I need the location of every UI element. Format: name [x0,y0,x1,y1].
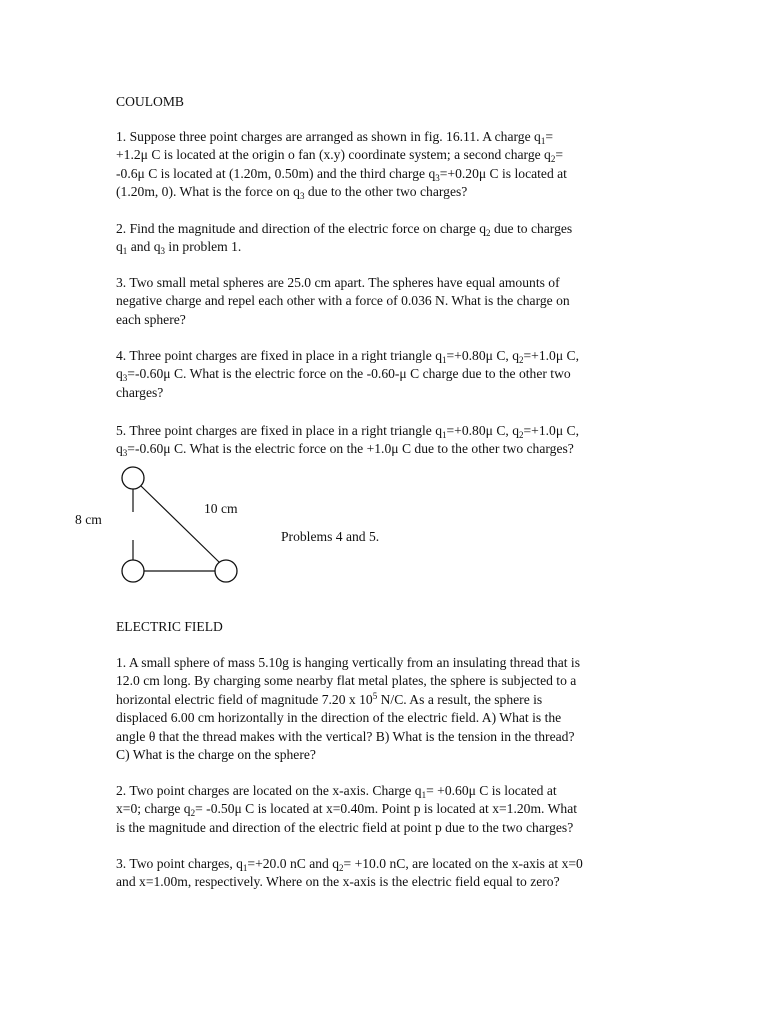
charge-q1-circle [122,467,144,489]
hypotenuse [141,486,219,562]
label-10cm: 10 cm [204,501,238,516]
coulomb-problem-3: 3. Two small metal spheres are 25.0 cm apart. The spheres have equal amounts of negative charge and repel each other with a force of 0.036 N. What is the charge on each sphere? [116,275,570,327]
coulomb-problem-5: 5. Three point charges are fixed in place in a right triangle $q_1=+0.80\mu$ C, $q_2=+1.0\mu$ C, $q_3=-0.60\mu$ C. What is the electric force on the +1.0μ C due to the other two charges? [116,423,579,459]
electric-field-problem-2: 2. Two point charges are located on the x-axis. Charge $q_1= +0.60\mu$ C is located at x=0; charge $q_2= -0.50\mu$ C is located at x=0.40m. Point p is located at x=1.20m. What is the magnitude and direction of the electric field at point p due to the two charges? [116,783,578,835]
label-8cm: 8 cm [75,512,102,527]
charge-q3-circle [122,560,144,582]
coulomb-problem-4: 4. Three point charges are fixed in place in a right triangle $q_1=+0.80\mu$ C, $q_2=+1.0\mu$ C, $q_3=-0.60\mu$ C. What is the electric force on the -0.60-μ C charge due to the other two charges? [116,348,579,400]
electric-field-problem-3: 3. Two point charges, $q_1=+20.0$ nC and $q_2= +10.0$ nC, are located on the x-axis at x=0 and x=1.00m, respectively. Where on the x-axis is the electric field equal to zero? [116,856,583,890]
figure-caption: Problems 4 and 5. [281,529,380,544]
charge-q2-circle [215,560,237,582]
electric-field-heading: ELECTRIC FIELD [116,619,223,634]
electric-field-problem-1: 1. A small sphere of mass 5.10g is hanging vertically from an insulating thread that is 12.0 cm long. By charging some nearby flat metal plates, the sphere is subjected to a horizontal electric field of magnitude 7.20 x $10^5$ N/C. As a result, the sphere is displaced 6.00 cm horizontally in the direction of the electric field. A) What is the angle θ that the thread makes with the vertical? B) What is the tension in the thread? C) What is the charge on the sphere? [116,655,580,763]
triangle-figure [110,460,260,590]
coulomb-heading: COULOMB [116,94,184,109]
coulomb-problem-1: 1. Suppose three point charges are arranged as shown in fig. 16.11. A charge $q_1=$ +1.2μ C is located at the origin o fan (x.y) coordinate system; a second charge $q_2=$ -0.6μ C is located at (1.20m, 0.50m) and the third charge $q_3=+0.20\mu$ C is located at (1.20m, 0). What is the force on $q_3$ due to the other two charges? [116,129,567,202]
coulomb-problem-2: 2. Find the magnitude and direction of the electric force on charge $q_2$ due to charges $q_1$ and $q_3$ in problem 1. [116,221,573,257]
